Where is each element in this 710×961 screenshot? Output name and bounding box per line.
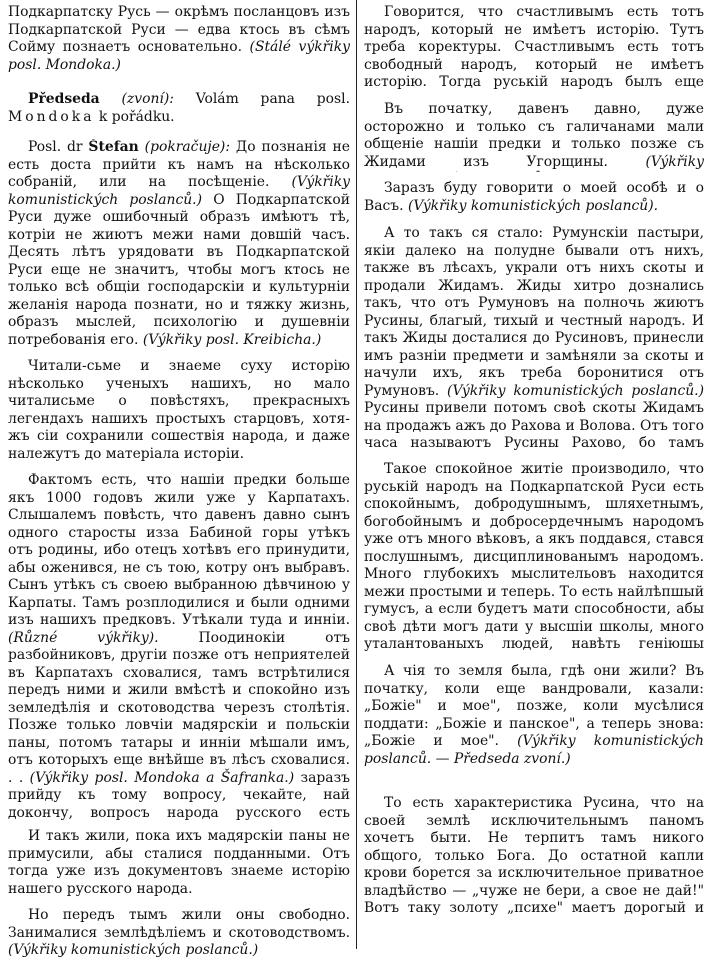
paragraph bbox=[364, 663, 704, 787]
body-text: Говорится, что счастливымъ есть тотъ народъ, который не имѣетъ исторію. Тутъ треба коректуры. Счастливымъ есть тотъ свободный народъ, который не имѣетъ исторію. Тогда руськiй народъ былъ еще bbox=[364, 4, 704, 90]
body-text: Поодинокіи отъ разбойниковъ, другіи позже отъ неприятелей въ Карпатахъ сховалися, тамъ встрѣтилися передъ ними и жили вмѣстѣ и спокойно изъ земледѣлія и скотоводства черезъ столѣтія. Позже только ловчіи мадярскіи и польскіи паны, потомъ татары и инніи мѣшали имъ, отъ которыхъ еще внѣйше въ лѣсъ сховалися. . . bbox=[8, 629, 350, 786]
remark-text: (Výkřiky komunistických poslanců). bbox=[407, 197, 659, 214]
remark-text: (zvoní): bbox=[99, 91, 174, 107]
remark-text: (Výkřiky posl. Mondoka a Šafranka.) bbox=[29, 769, 295, 786]
speaker-name: Mondoka bbox=[8, 108, 95, 125]
remark-text: (Výkřiky bbox=[645, 153, 704, 170]
paragraph bbox=[364, 461, 704, 655]
speaker-name: Štefan bbox=[88, 139, 139, 155]
body-text: Заразъ буду говорити о моей особѣ и о Васъ. bbox=[364, 180, 704, 214]
paragraph bbox=[364, 4, 704, 93]
speaker-name: Předseda bbox=[28, 91, 100, 107]
body-text: Подкарпатску Русь — окрѣмъ посланцовъ изъ Подкарпатской Руси — едва ктось въ сѣмъ Сойму познаетъ основательно. bbox=[8, 4, 350, 55]
paragraph bbox=[364, 180, 704, 217]
left-column bbox=[8, 4, 350, 961]
paragraph bbox=[8, 472, 350, 820]
body-text: Posl. dr bbox=[28, 139, 89, 155]
remark-text: (Výkřiky komunistických poslanců.) bbox=[447, 382, 704, 399]
remark-text: (pokračuje): bbox=[138, 139, 231, 155]
paragraph bbox=[364, 795, 704, 919]
remark-text: (Výkřiky posl. Kreibicha.) bbox=[142, 331, 322, 348]
paragraph bbox=[8, 4, 350, 75]
body-text: До познанія не есть доста прийти къ намъ на нѣсколько собраній, или на посѣщеніе. bbox=[8, 139, 350, 190]
body-text: То есть характеристика Русина, что на своей землѣ исключительнымъ паномъ хочетъ быти. Не терпитъ тамъ никого общого, только Бога. До остатной капли крови борется за исключительное приватное владѣйство — „чуже не бери, а свое не дай!" Вотъ таку золоту „психе" маетъ дорогый и bbox=[364, 795, 704, 916]
body-text: Въ початку, давенъ давно, дуже осторожно и только съ галичанами мали общеніе нашіи предки и только позже съ Жидами изъ Угорщины. bbox=[364, 101, 704, 170]
paragraph bbox=[364, 101, 704, 172]
body-text: О Подкарпатской Руси дуже ошибочный образъ имѣютъ тѣ, котріи не жиютъ межи нами довшій часъ. Десять лѣтъ урядовати въ Подкарпатской Руси еще не значитъ, чтобы могъ ктось не только всѣ общіи господарскіи и культурніи желанія народа познати, но и тяжку жизнь, образъ мыслей, психологію и душевніи потребованія его. bbox=[8, 191, 350, 348]
remark-text: (Různé výkřiky). bbox=[8, 629, 159, 646]
paragraph bbox=[364, 225, 704, 453]
body-text: k pořádku. bbox=[94, 108, 175, 125]
body-text: И такъ жили, пока ихъ мадярскіи паны не примусили, абы сталися подданными. Отъ тогда уже изъ документовъ знаеме исторію нашего русского народа. bbox=[8, 828, 350, 897]
body-text: Читали-сьме и знаеме суху исторію нѣсколько ученыхъ нашихъ, но мало читалисьме о повѣстяхъ, прекрасныхъ легендахъ нашихъ простыхъ старцовъ, хотя-жъ сіи сохранили сошествія народа, и даже належутъ до матеріала исторіи. bbox=[8, 358, 350, 462]
body-text: Русины привели потомъ своѣ скоты Жидамъ на продажъ ажъ до Рахова и Волова. Отъ того часа называютъ Русины Рахово, бо тамъ bbox=[364, 400, 704, 451]
remark-text: (Výkřiky komunistických poslanců.) bbox=[8, 174, 350, 208]
body-text: А чія то земля была, гдѣ они жили? Въ початку, коли еще вандровали, казали: „Божіе" и мое", позже, коли мусѣлися поддати: „Божіе и панское", а теперь знова: „Божіе и мое". bbox=[364, 663, 704, 749]
body-text: Фактомъ есть, что нашіи предки больше якъ 1000 годовъ жили уже у Карпатахъ. Слышалемъ повѣсть, что давенъ давно сынъ одного старосты изза Бабиной горы утѣкъ отъ родины, ибо отецъ хотѣвъ его принудити, абы оженився, не съ тою, котру онъ выбравъ. Сынъ утѣкъ съ своею выбранною дѣвчиною у Карпаты. Тамъ розплодилися и были одними изъ нашихъ предковъ. Утѣкали туда и инніи. bbox=[8, 472, 350, 628]
paragraph bbox=[8, 907, 350, 961]
remark-text: (Výkřiky komunistických poslanců.) bbox=[8, 942, 259, 958]
body-text: Такое спокойное житіе производило, что руськiй народъ на Подкарпатской Руси есть спокойнымъ, добродушнымъ, шляхетнымъ, богобойнымъ и добросердечнымъ народомъ уже отъ много вѣковъ, а якъ поддався, стався послушнымъ, дисциплинованымъ народомъ. Много глубокихъ мыслительовъ находится межи простыми и теперь. То есть найлѣпшый гумусъ, а если будетъ мати способности, абы своѣ дѣти могъ дати у высшіи школы, много уталантованыхъ людей, навѣть геніюшы bbox=[364, 461, 704, 652]
right-column bbox=[364, 4, 704, 919]
paragraph bbox=[8, 358, 350, 464]
paragraph bbox=[8, 91, 350, 128]
body-text: Но передъ тымъ жили оны свободно. Занималися землѣдѣліемъ и скотоводствомъ. bbox=[8, 907, 350, 941]
remark-text: (Stálé výkřiky posl. Mondoka.) bbox=[8, 39, 350, 73]
remark-text: (Výkřiky komunistických poslanců. — Předseda zvoní.) bbox=[364, 733, 704, 767]
body-text: А то такъ ся стало: Румунскіи пастыри, якіи далеко на полудне бывали отъ нихъ, также въ лѣсахъ, украли отъ нихъ скоты и продали Жидамъ. Жиды хитро дознались такъ, что отъ Румуновъ на полночь жиютъ Русины, благый, тихый и честный народъ. И такъ Жиды досталися до Русиновъ, принесли имъ разніи предмети и замѣняли за скоты и начули ихъ, якъ треба боронитися отъ Румуновъ. bbox=[364, 225, 704, 399]
body-text: Volám pana posl. bbox=[173, 91, 350, 107]
body-text: заразъ прийду къ тому вопросу, чекайте, най докончу, вопросъ народа русского есть bbox=[8, 769, 350, 820]
column-divider bbox=[356, 0, 357, 949]
paragraph bbox=[8, 828, 350, 899]
paragraph bbox=[8, 139, 350, 350]
